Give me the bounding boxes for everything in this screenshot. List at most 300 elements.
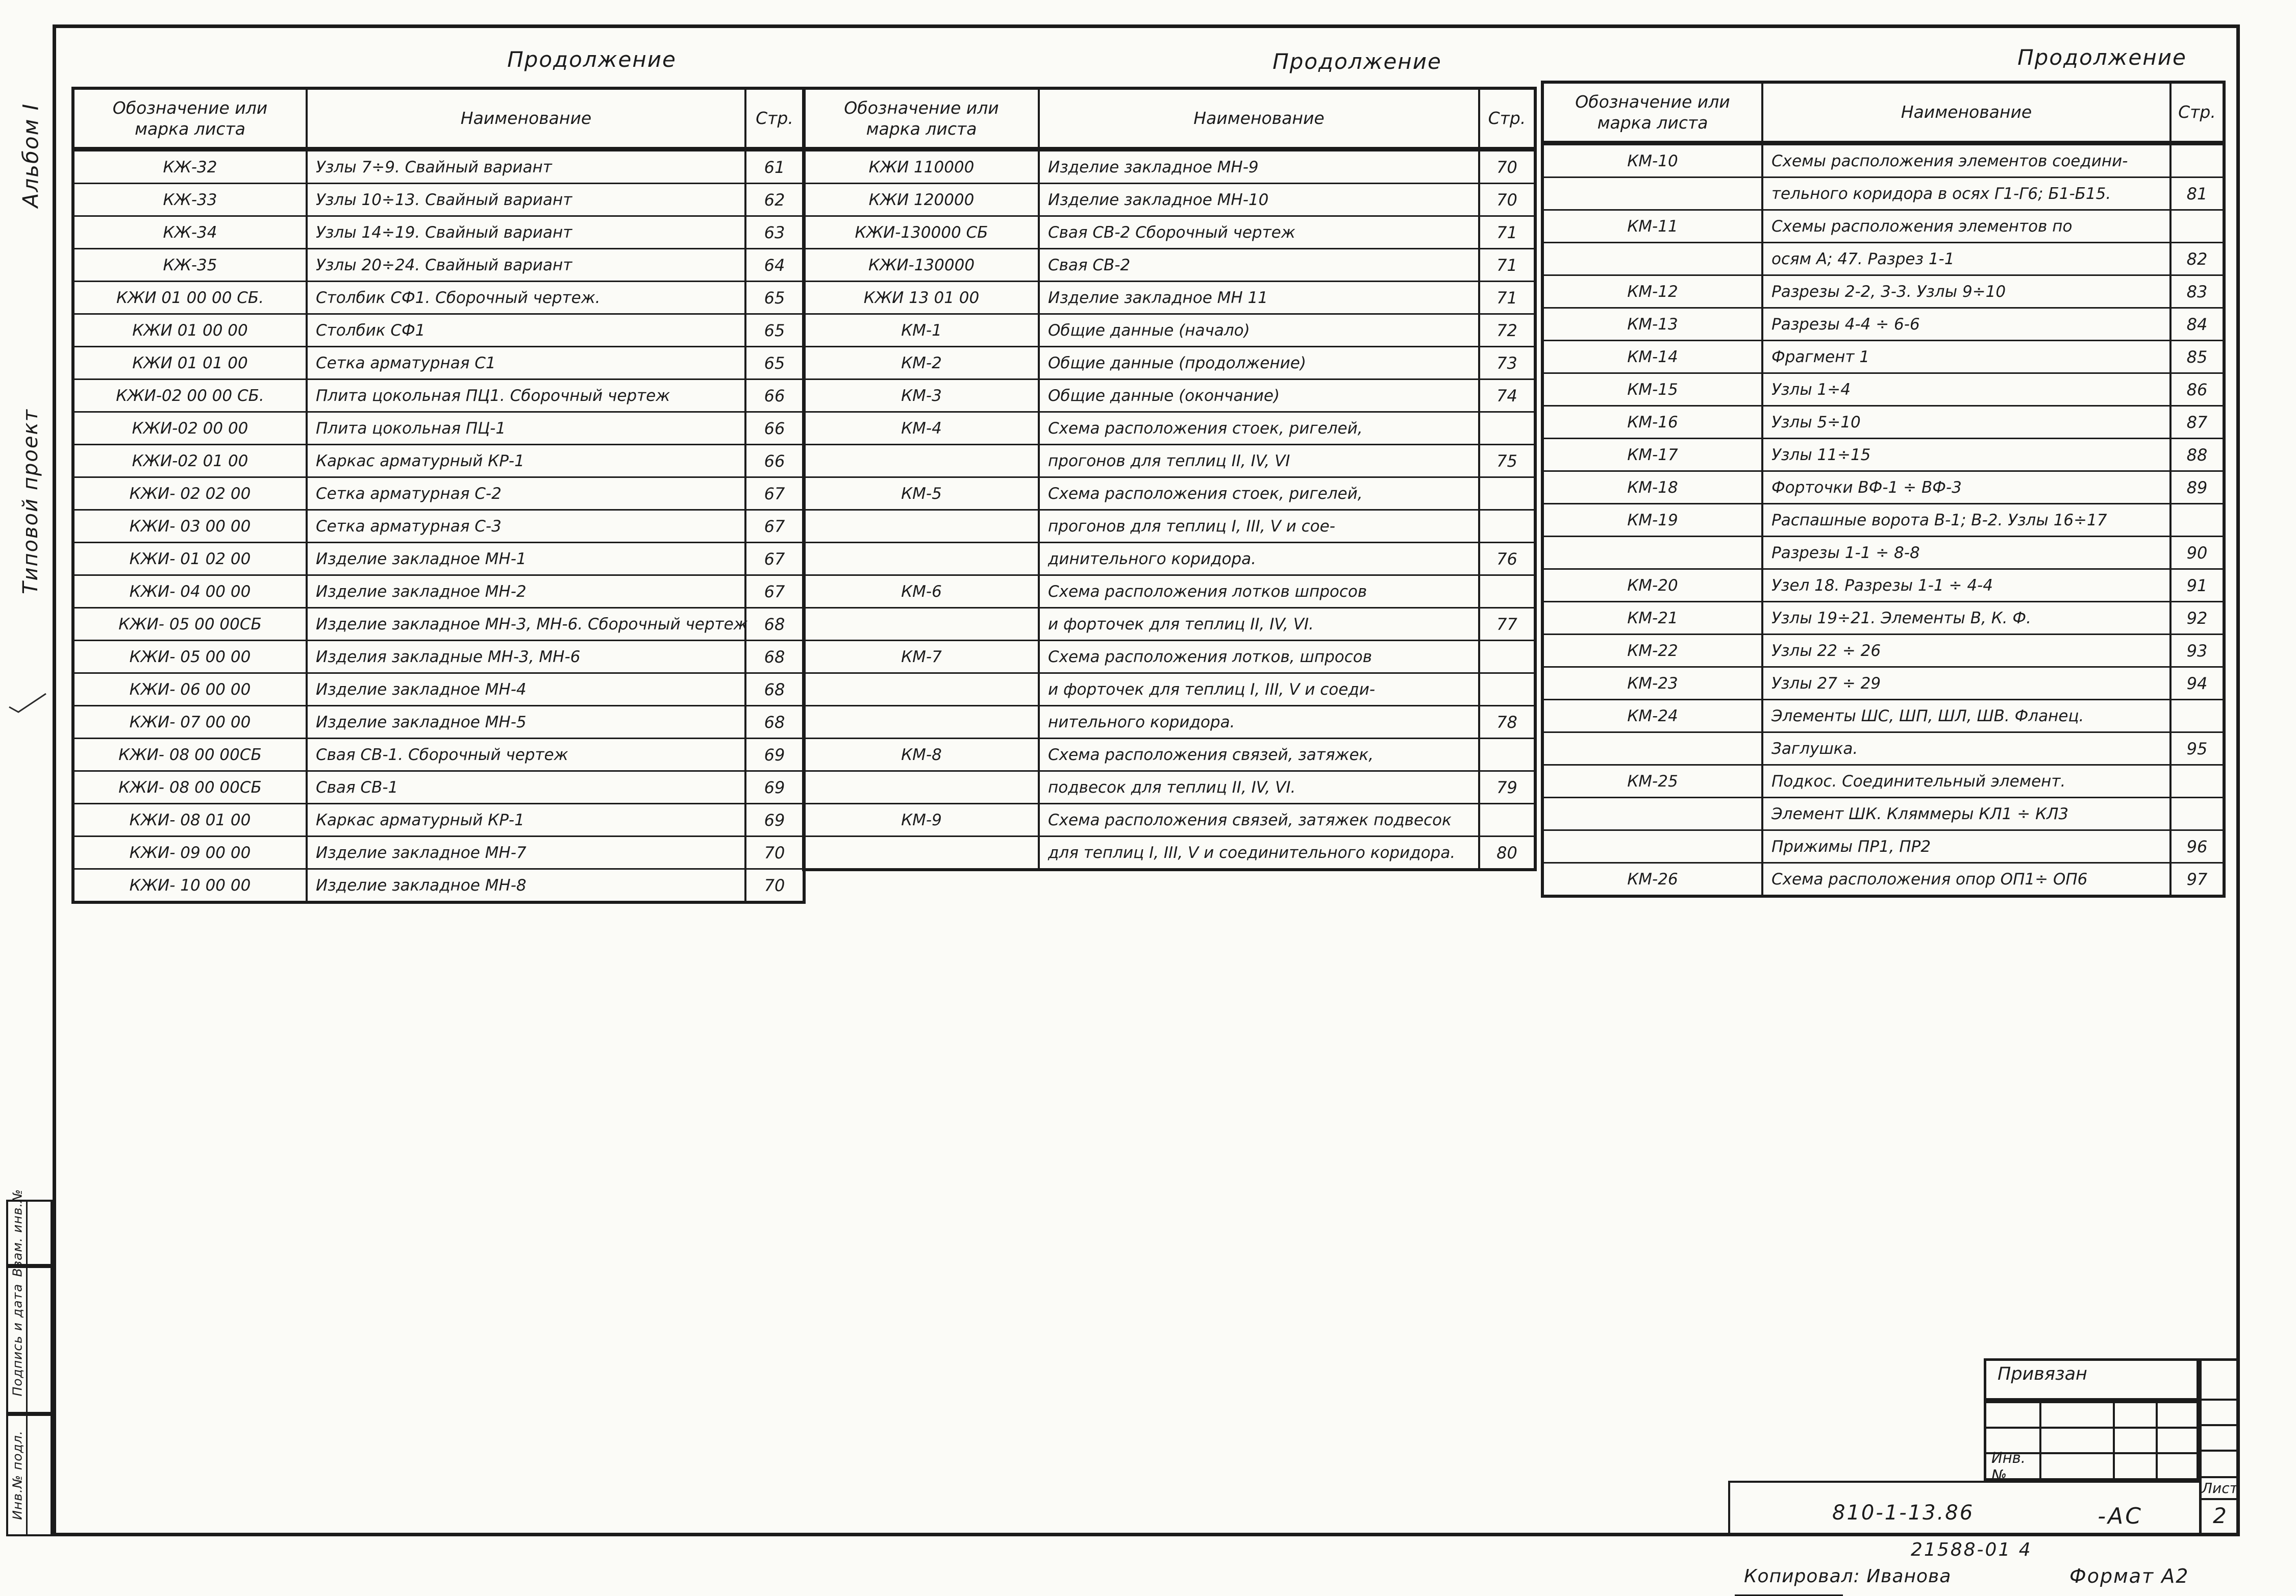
stamp-box-label-cell xyxy=(8,1416,28,1534)
sheet-name-cell: тельного коридора в осях Г1-Г6; Б1-Б15. xyxy=(1763,178,2172,209)
sheet-mark-cell: КЖИ- 07 00 00 xyxy=(74,706,308,738)
contents-table-2 xyxy=(802,87,1537,871)
sheet-name-cell: Разрезы 4-4 ÷ 6-6 xyxy=(1763,309,2172,340)
column-header-name: Наименование xyxy=(1763,84,2172,141)
sheet-name-cell: Столбик СФ1 xyxy=(308,315,746,346)
sheet-name-cell: Узлы 20÷24. Свайный вариант xyxy=(308,249,746,281)
sheet-mark-cell xyxy=(805,609,1040,640)
table-row xyxy=(1544,372,2223,405)
stamp-box-label-cell xyxy=(8,1188,28,1277)
sheet-mark-cell: КЖИ 120000 xyxy=(805,184,1040,215)
sheet-name-cell: Узлы 5÷10 xyxy=(1763,407,2172,438)
sheet-mark-cell: КЖИ- 03 00 00 xyxy=(74,511,308,542)
sheet-name-cell: Свая СВ-1 xyxy=(308,772,746,803)
stamp-box-label: Инв.№ подл. xyxy=(10,1430,24,1520)
page-number-cell xyxy=(2172,798,2223,829)
table-row xyxy=(805,770,1534,803)
sheet-name-cell: Подкос. Соединительный элемент. xyxy=(1763,766,2172,797)
page-number-cell: 69 xyxy=(764,745,785,765)
page-number-cell: 75 xyxy=(1496,451,1517,471)
table-row xyxy=(1544,503,2223,536)
sheet-name-cell: Изделие закладное МН-9 xyxy=(1040,151,1480,183)
table-row xyxy=(1544,634,2223,666)
table-row xyxy=(1544,144,2223,176)
table-row xyxy=(74,672,803,705)
sheet-name-cell: Схема расположения стоек, ригелей, xyxy=(1040,478,1480,509)
table-row xyxy=(805,444,1534,476)
stamp-box-inv-podl xyxy=(6,1414,53,1536)
table-row xyxy=(1544,536,2223,568)
table-row xyxy=(74,607,803,640)
page-number-cell: 69 xyxy=(764,777,785,797)
sheet-name-cell: и форточек для теплиц I, III, V и соеди- xyxy=(1040,674,1480,705)
table-row xyxy=(74,770,803,803)
sheet-mark-cell: КМ-10 xyxy=(1544,145,1763,176)
table-row xyxy=(805,574,1534,607)
grid-cell xyxy=(2202,1452,2238,1478)
sheet-mark-cell: КЖИ-130000 xyxy=(805,249,1040,281)
stamp-box-podpis-data xyxy=(6,1266,53,1414)
grid-cell xyxy=(2158,1403,2199,1429)
copied-by-note: Копировал: Иванова xyxy=(1744,1566,1952,1587)
sheet-mark-cell: КМ-26 xyxy=(1544,864,1763,895)
page-number-cell: 90 xyxy=(2186,543,2208,563)
sheet-mark-cell: КМ-13 xyxy=(1544,309,1763,340)
sheet-mark-cell: КЖИ-02 01 00 xyxy=(74,445,308,476)
sheet-name-cell: Элемент ШК. Кляммеры КЛ1 ÷ КЛ3 xyxy=(1763,798,2172,829)
sheet-name-cell: Изделие закладное МН-10 xyxy=(1040,184,1480,215)
sheet-mark-cell: КМ-14 xyxy=(1544,341,1763,372)
sheet-mark-cell: КЖИ- 02 02 00 xyxy=(74,478,308,509)
column-header-page: Стр. xyxy=(2178,102,2216,122)
page-number-cell: 66 xyxy=(764,386,785,406)
page-number-cell xyxy=(1480,739,1534,770)
sheet-name-cell: Узлы 1÷4 xyxy=(1763,374,2172,405)
contents-table-1 xyxy=(71,87,806,904)
sheet-mark-cell: КМ-16 xyxy=(1544,407,1763,438)
table-row xyxy=(1544,209,2223,242)
page-number-cell: 65 xyxy=(764,353,785,373)
table-row xyxy=(805,411,1534,444)
page-number-cell: 88 xyxy=(2186,445,2208,465)
sheet-mark-cell xyxy=(805,706,1040,738)
document-code: -АС xyxy=(2098,1503,2143,1529)
table-row xyxy=(1544,829,2223,862)
table-row xyxy=(74,803,803,835)
table-row xyxy=(1544,764,2223,797)
table-row xyxy=(74,411,803,444)
table-header-row xyxy=(1544,84,2223,144)
sheet-name-cell: Заглушка. xyxy=(1763,733,2172,764)
page-number-cell: 68 xyxy=(764,647,785,667)
page-number-cell: 76 xyxy=(1496,549,1517,569)
sheet-name-cell: Фрагмент 1 xyxy=(1763,341,2172,372)
sheet-name-cell: Плита цокольная ПЦ-1 xyxy=(308,413,746,444)
table-row xyxy=(805,640,1534,672)
sheet-name-cell: Схемы расположения элементов по xyxy=(1763,211,2172,242)
table-row xyxy=(1544,340,2223,372)
page-number-cell: 95 xyxy=(2186,739,2208,758)
sheet-mark-cell: КМ-19 xyxy=(1544,504,1763,536)
grid-cell xyxy=(2202,1361,2238,1401)
stamp-box-vzam-inv xyxy=(6,1188,53,1277)
sheet-mark-cell: КЖИ 01 00 00 xyxy=(74,315,308,346)
table-row xyxy=(74,476,803,509)
table-row xyxy=(1544,438,2223,470)
table-row xyxy=(74,509,803,542)
grid-cell xyxy=(2202,1426,2238,1452)
sheet-mark-cell: КМ-7 xyxy=(805,641,1040,672)
sheet-name-cell: для теплиц I, III, V и соединительного коридора. xyxy=(1040,837,1480,868)
sheet-mark-cell: КЖИ- 10 00 00 xyxy=(74,870,308,901)
page-number-cell: 93 xyxy=(2186,641,2208,661)
sheet-mark-cell: КЖ-34 xyxy=(74,217,308,248)
page-number-cell xyxy=(1480,576,1534,607)
table-row xyxy=(1544,699,2223,731)
page-number-cell: 74 xyxy=(1496,386,1517,406)
sheet-mark-cell: КМ-20 xyxy=(1544,570,1763,601)
grid-cell xyxy=(2158,1429,2199,1454)
table-row xyxy=(805,835,1534,868)
page-number-cell xyxy=(1480,641,1534,672)
sheet-mark-cell: КМ-3 xyxy=(805,380,1040,411)
sheet-mark-cell: КЖИ-02 00 00 xyxy=(74,413,308,444)
sheet-mark-cell: КМ-24 xyxy=(1544,700,1763,731)
table-row xyxy=(74,313,803,346)
table-row xyxy=(805,150,1534,183)
format-note: Формат А2 xyxy=(2069,1565,2189,1587)
page-number-cell: 61 xyxy=(764,157,785,177)
page-number-cell: 69 xyxy=(764,810,785,830)
table-row xyxy=(1544,797,2223,829)
table-row xyxy=(805,738,1534,770)
sheet-name-cell: Узлы 27 ÷ 29 xyxy=(1763,668,2172,699)
sheet-mark-cell: КЖИ 01 00 00 СБ. xyxy=(74,282,308,313)
table-row xyxy=(74,378,803,411)
table-row xyxy=(74,574,803,607)
sheet-mark-cell: КЖ-32 xyxy=(74,151,308,183)
title-block-note xyxy=(1984,1358,2199,1401)
table-row xyxy=(74,738,803,770)
table-row xyxy=(74,248,803,281)
sheet-mark-cell: КЖ-35 xyxy=(74,249,308,281)
grid-cell xyxy=(2041,1403,2115,1429)
table-row xyxy=(805,281,1534,313)
page-number-cell: 66 xyxy=(764,451,785,471)
continuation-label-2: Продолжение xyxy=(1272,49,1442,74)
sheet-mark-cell: КМ-4 xyxy=(805,413,1040,444)
sheet-mark-cell xyxy=(1544,243,1763,274)
page-number-cell: 87 xyxy=(2186,412,2208,432)
page-number-cell: 73 xyxy=(1496,353,1517,373)
table-body xyxy=(74,150,803,901)
page-number-cell: 68 xyxy=(764,679,785,699)
table-row xyxy=(74,346,803,378)
page-number-cell: 68 xyxy=(764,712,785,732)
sheet-mark-cell: КМ-22 xyxy=(1544,635,1763,666)
sheet-name-cell: Изделие закладное МН-5 xyxy=(308,706,746,738)
table-row xyxy=(805,509,1534,542)
sheet-mark-cell xyxy=(1544,178,1763,209)
sheet-name-cell: Узлы 14÷19. Свайный вариант xyxy=(308,217,746,248)
sheet-name-cell: Схема расположения опор ОП1÷ ОП6 xyxy=(1763,864,2172,895)
column-header-mark: Обозначение или марка листа xyxy=(805,90,1040,147)
sheet-name-cell: подвесок для теплиц II, IV, VI. xyxy=(1040,772,1480,803)
order-number: 21588-01 4 xyxy=(1911,1539,2032,1560)
sheet-name-cell: Прижимы ПР1, ПР2 xyxy=(1763,831,2172,862)
table-row xyxy=(74,705,803,738)
sheet-name-cell: Узлы 7÷9. Свайный вариант xyxy=(308,151,746,183)
sheet-mark-cell: КЖИ- 04 00 00 xyxy=(74,576,308,607)
sheet-mark-cell: КЖИ 13 01 00 xyxy=(805,282,1040,313)
table-row xyxy=(74,835,803,868)
page-number-cell: 65 xyxy=(764,288,785,308)
sheet-mark-cell: КМ-12 xyxy=(1544,276,1763,307)
sheet-mark-cell xyxy=(805,837,1040,868)
sheet-name-cell: динительного коридора. xyxy=(1040,543,1480,574)
sheet-name-cell: Свая СВ-1. Сборочный чертеж xyxy=(308,739,746,770)
sheet-name-cell: прогонов для теплиц II, IV, VI xyxy=(1040,445,1480,476)
page-number-cell: 67 xyxy=(764,516,785,536)
table-body xyxy=(1544,144,2223,895)
continuation-label-1: Продолжение xyxy=(507,47,677,72)
table-row xyxy=(74,150,803,183)
sheet-mark-cell: КМ-21 xyxy=(1544,602,1763,634)
sheet-mark-cell: КМ-15 xyxy=(1544,374,1763,405)
title-block-right-column xyxy=(2199,1358,2240,1536)
table-row xyxy=(805,378,1534,411)
sheet-name-cell: Столбик СФ1. Сборочный чертеж. xyxy=(308,282,746,313)
sheet-mark-cell: КМ-6 xyxy=(805,576,1040,607)
table-row xyxy=(805,346,1534,378)
page-number-cell xyxy=(1480,511,1534,542)
page-number-cell: 67 xyxy=(764,484,785,503)
sheet-mark-cell: КЖИ- 08 01 00 xyxy=(74,804,308,835)
table-header-row xyxy=(74,90,803,150)
project-type-label: Типовой проект xyxy=(19,409,42,594)
sheet-name-cell: Узлы 19÷21. Элементы В, К. Ф. xyxy=(1763,602,2172,634)
sheet-mark-cell: КМ-1 xyxy=(805,315,1040,346)
page-number-cell: 68 xyxy=(764,614,785,634)
sheet-mark-cell xyxy=(805,445,1040,476)
table-row xyxy=(1544,666,2223,699)
page-number-cell: 70 xyxy=(1496,190,1517,210)
stamp-box-label-cell xyxy=(8,1268,28,1412)
sheet-name-cell: Распашные ворота В-1; В-2. Узлы 16÷17 xyxy=(1763,504,2172,536)
sheet-name-cell: Разрезы 2-2, 3-3. Узлы 9÷10 xyxy=(1763,276,2172,307)
sheet-mark-cell: КЖИ- 05 00 00 xyxy=(74,641,308,672)
grid-cell xyxy=(2158,1454,2199,1478)
sheet-mark-cell: КЖИ 110000 xyxy=(805,151,1040,183)
page-number-cell: 65 xyxy=(764,320,785,340)
sheet-name-cell: осям А; 47. Разрез 1-1 xyxy=(1763,243,2172,274)
table-row xyxy=(74,215,803,248)
page-number-cell xyxy=(2172,504,2223,536)
table-row xyxy=(805,476,1534,509)
grid-cell xyxy=(2041,1429,2115,1454)
table-row xyxy=(1544,731,2223,764)
table-row xyxy=(1544,568,2223,601)
sheet-name-cell: Разрезы 1-1 ÷ 8-8 xyxy=(1763,537,2172,568)
page-number-cell: 72 xyxy=(1496,320,1517,340)
table-row xyxy=(805,542,1534,574)
sheet-mark-cell: КЖИ- 08 00 00СБ xyxy=(74,772,308,803)
table-row xyxy=(805,313,1534,346)
sheet-name-cell: Изделие закладное МН-7 xyxy=(308,837,746,868)
page-number-cell: 91 xyxy=(2186,575,2208,595)
page-number-cell: 71 xyxy=(1496,222,1517,242)
sheet-mark-cell xyxy=(805,543,1040,574)
table-body xyxy=(805,150,1534,868)
table-row xyxy=(805,248,1534,281)
page-number-cell: 66 xyxy=(764,418,785,438)
page-number-cell: 81 xyxy=(2186,184,2208,204)
page-number-cell xyxy=(1480,478,1534,509)
sheet-name-cell: Элементы ШС, ШП, ШЛ, ШВ. Фланец. xyxy=(1763,700,2172,731)
sheet-name-cell: Узел 18. Разрезы 1-1 ÷ 4-4 xyxy=(1763,570,2172,601)
sheet-name-cell: Общие данные (начало) xyxy=(1040,315,1480,346)
table-row xyxy=(805,215,1534,248)
grid-cell xyxy=(2202,1401,2238,1426)
sheet-name-cell: Схемы расположения элементов соедини- xyxy=(1763,145,2172,176)
sheet-name-cell: Схема расположения лотков шпросов xyxy=(1040,576,1480,607)
sheet-name-cell: Свая СВ-2 xyxy=(1040,249,1480,281)
margin-tick-mark xyxy=(7,690,48,715)
table-row xyxy=(74,542,803,574)
sheet-name-cell: Схема расположения стоек, ригелей, xyxy=(1040,413,1480,444)
sheet-mark-cell: КМ-11 xyxy=(1544,211,1763,242)
table-header-row xyxy=(805,90,1534,150)
sheet-mark-cell xyxy=(805,674,1040,705)
sheet-mark-cell: КЖИ 01 01 00 xyxy=(74,347,308,378)
sheet-name-cell: Общие данные (окончание) xyxy=(1040,380,1480,411)
sheet-name-cell: Схема расположения лотков, шпросов xyxy=(1040,641,1480,672)
page-number-cell: 85 xyxy=(2186,347,2208,367)
sheet-mark-cell: КМ-17 xyxy=(1544,439,1763,470)
grid-cell xyxy=(1986,1403,2041,1429)
sheet-name-cell: Изделие закладное МН-4 xyxy=(308,674,746,705)
sheet-name-cell: Плита цокольная ПЦ1. Сборочный чертеж xyxy=(308,380,746,411)
sheet-mark-cell: КМ-25 xyxy=(1544,766,1763,797)
sheet-name-cell: Узлы 11÷15 xyxy=(1763,439,2172,470)
sheet-mark-cell xyxy=(1544,798,1763,829)
page-number-cell: 97 xyxy=(2186,869,2208,889)
column-header-name: Наименование xyxy=(308,90,746,147)
grid-cell xyxy=(2115,1429,2158,1454)
table-row xyxy=(1544,242,2223,274)
sheet-mark-cell: КМ-23 xyxy=(1544,668,1763,699)
sheet-mark-cell: КЖИ- 05 00 00СБ xyxy=(74,609,308,640)
column-header-name: Наименование xyxy=(1040,90,1480,147)
page-number-cell xyxy=(1480,674,1534,705)
page-number-cell xyxy=(1480,413,1534,444)
table-row xyxy=(1544,307,2223,340)
grid-cell xyxy=(2115,1454,2158,1478)
table-row xyxy=(805,183,1534,215)
table-row xyxy=(74,281,803,313)
page-number-cell: 96 xyxy=(2186,837,2208,856)
sheet-name-cell: Общие данные (продолжение) xyxy=(1040,347,1480,378)
page-number-cell: 71 xyxy=(1496,255,1517,275)
document-number: 810-1-13.86 xyxy=(1832,1501,1975,1525)
continuation-label-3: Продолжение xyxy=(2017,45,2187,70)
sheet-name-cell: Изделие закладное МН-2 xyxy=(308,576,746,607)
page-number-cell: 79 xyxy=(1496,777,1517,797)
table-row xyxy=(74,868,803,901)
page-number-cell: 64 xyxy=(764,255,785,275)
page-number-cell: 70 xyxy=(764,843,785,863)
sheet-name-cell: Каркас арматурный КР-1 xyxy=(308,804,746,835)
page-number-cell xyxy=(2172,700,2223,731)
sheet-mark-cell: КЖИ- 09 00 00 xyxy=(74,837,308,868)
sheet-mark-cell: КМ-18 xyxy=(1544,472,1763,503)
page-number-cell: 92 xyxy=(2186,608,2208,628)
sheet-mark-cell: КЖИ- 06 00 00 xyxy=(74,674,308,705)
sheet-name-cell: и форточек для теплиц II, IV, VI. xyxy=(1040,609,1480,640)
grid-cell xyxy=(2041,1454,2115,1478)
sheet-mark-cell: КМ-5 xyxy=(805,478,1040,509)
stamp-box-label: Подпись и дата xyxy=(10,1283,24,1397)
sheet-mark-cell: КЖ-33 xyxy=(74,184,308,215)
table-row xyxy=(1544,405,2223,438)
stamp-box-label: Взам. инв.№ xyxy=(10,1188,24,1277)
contents-table-3 xyxy=(1541,81,2226,898)
sheet-name-cell: Узлы 22 ÷ 26 xyxy=(1763,635,2172,666)
sheet-name-cell: Каркас арматурный КР-1 xyxy=(308,445,746,476)
page-number-cell: 62 xyxy=(764,190,785,210)
sheet-name-cell: Изделие закладное МН-1 xyxy=(308,543,746,574)
title-block-strip xyxy=(1728,1481,2199,1536)
page-number-cell: 77 xyxy=(1496,614,1517,634)
page-number-cell: 94 xyxy=(2186,673,2208,693)
page-number-cell: 70 xyxy=(1496,157,1517,177)
page-number-cell: 67 xyxy=(764,549,785,569)
page-number-cell xyxy=(2172,145,2223,176)
table-row xyxy=(805,607,1534,640)
sheet-name-cell: прогонов для теплиц I, III, V и сое- xyxy=(1040,511,1480,542)
page-number-cell: 89 xyxy=(2186,477,2208,497)
page-number-cell: 63 xyxy=(764,222,785,242)
table-row xyxy=(1544,176,2223,209)
sheet-mark-cell: КМ-9 xyxy=(805,804,1040,835)
sheet-mark-cell xyxy=(805,511,1040,542)
sheet-name-cell: Изделие закладное МН-3, МН-6. Сборочный чертеж xyxy=(308,609,746,640)
sheet-label: Лист xyxy=(2202,1478,2238,1500)
page-number-cell: 78 xyxy=(1496,712,1517,732)
table-row xyxy=(74,444,803,476)
grid-cell xyxy=(2115,1403,2158,1429)
sheet-name-cell: нительного коридора. xyxy=(1040,706,1480,738)
sheet-mark-cell: КМ-8 xyxy=(805,739,1040,770)
column-header-page: Стр. xyxy=(1488,108,1526,129)
table-row xyxy=(1544,862,2223,895)
table-row xyxy=(1544,601,2223,634)
sheet-name-cell: Сетка арматурная С1 xyxy=(308,347,746,378)
sheet-mark-cell: КЖИ-130000 СБ xyxy=(805,217,1040,248)
page-number-cell xyxy=(1480,804,1534,835)
page-number-cell: 70 xyxy=(764,875,785,895)
table-row xyxy=(1544,470,2223,503)
page-number-cell: 71 xyxy=(1496,288,1517,308)
page-number-cell: 83 xyxy=(2186,282,2208,301)
page-number-cell: 67 xyxy=(764,581,785,601)
sheet-name-cell: Схема расположения связей, затяжек подвесок xyxy=(1040,804,1480,835)
sheet-mark-cell: КЖИ- 01 02 00 xyxy=(74,543,308,574)
sheet-name-cell: Узлы 10÷13. Свайный вариант xyxy=(308,184,746,215)
page-number-cell xyxy=(2172,766,2223,797)
sheet-mark-cell xyxy=(1544,831,1763,862)
sheet-mark-cell: КМ-2 xyxy=(805,347,1040,378)
